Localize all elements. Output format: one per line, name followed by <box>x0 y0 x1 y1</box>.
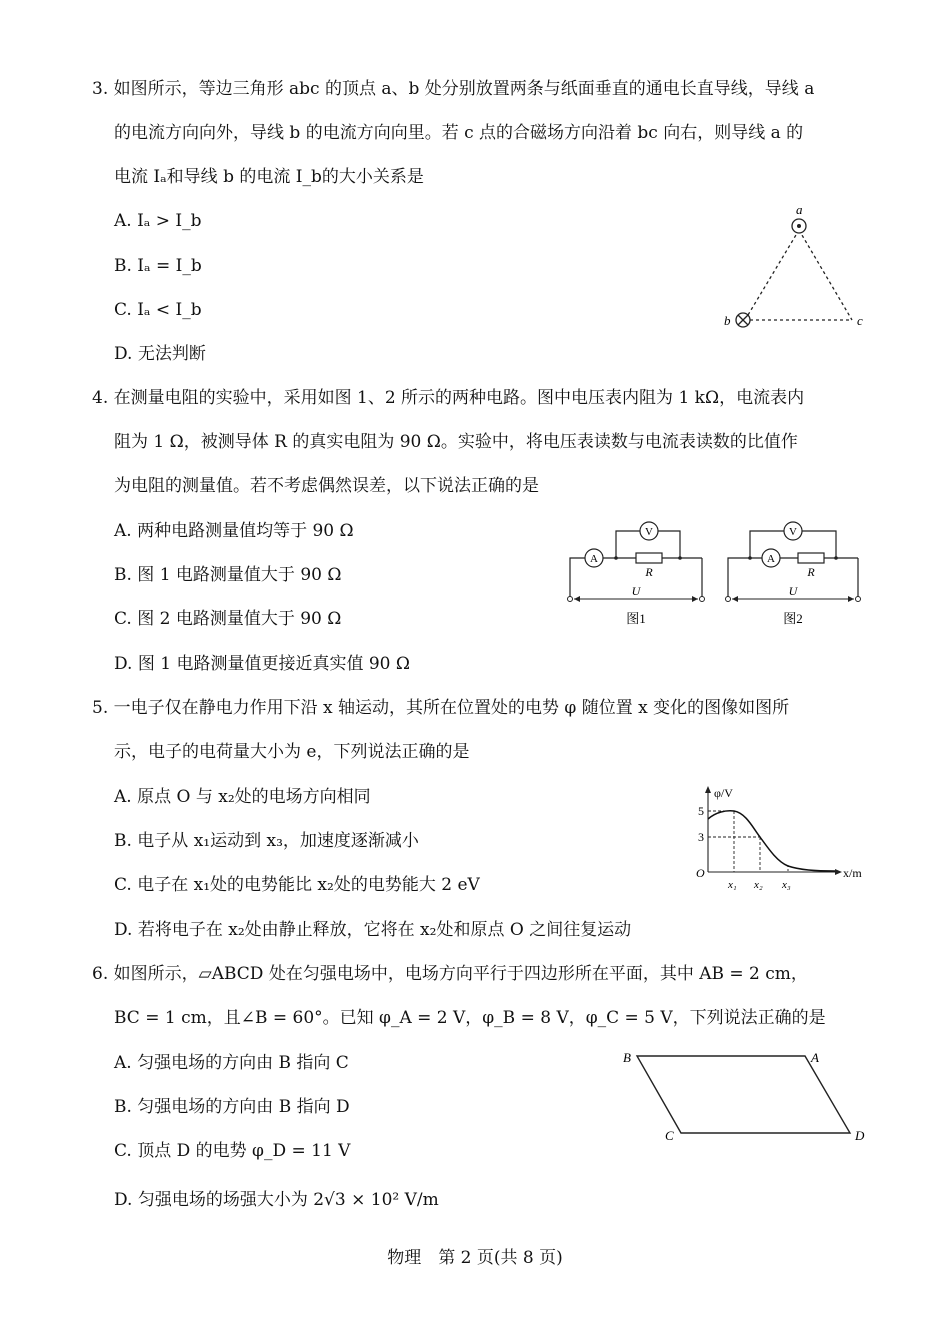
q4-option-d[interactable]: D. 图 1 电路测量值更接近真实值 90 Ω <box>114 654 410 674</box>
voltmeter-2-label: V <box>789 526 797 538</box>
q3-stem-line-2: 的电流方向向外，导线 b 的电流方向向里。若 c 点的合磁场方向沿着 bc 向右，则导线 a 的 <box>114 123 804 143</box>
y-axis-label: φ/V <box>714 786 733 800</box>
resistor-2-label: R <box>807 565 815 579</box>
q3-stem-line-1: 3. 如图所示，等边三角形 abc 的顶点 a、b 处分别放置两条与纸面垂直的通电长直导线，导线 a <box>92 79 815 99</box>
caption-fig2: 图2 <box>783 611 803 626</box>
x-tick-x2: x₂ <box>754 879 763 891</box>
origin-label: O <box>696 866 705 880</box>
q6-option-c[interactable]: C. 顶点 D 的电势 φ_D = 11 V <box>114 1141 351 1161</box>
circuit-1 <box>568 522 705 626</box>
y-tick-3: 3 <box>698 830 704 844</box>
q5-option-a[interactable]: A. 原点 O 与 x₂处的电场方向相同 <box>114 787 371 807</box>
voltage-2-label: U <box>788 584 798 598</box>
q6-option-d[interactable]: D. 匀强电场的场强大小为 2√3 × 10² V/m <box>114 1190 439 1210</box>
y-tick-5: 5 <box>698 804 704 818</box>
label-b: b <box>724 313 731 328</box>
q6-option-a[interactable]: A. 匀强电场的方向由 B 指向 C <box>114 1053 349 1073</box>
vertex-A: A <box>811 1050 819 1065</box>
q4-stem-line-1: 4. 在测量电阻的实验中，采用如图 1、2 所示的两种电路。图中电压表内阻为 1 kΩ，电流表内 <box>92 388 805 408</box>
q6-parallelogram-figure <box>615 1040 875 1150</box>
triangle-side-ab <box>745 230 799 320</box>
q5-stem-line-1: 5. 一电子仅在静电力作用下沿 x 轴运动，其所在位置处的电势 φ 随位置 x 变化的图像如图所 <box>92 698 790 718</box>
q4-circuit-figure <box>560 515 870 635</box>
x-tick-x1: x₁ <box>728 879 737 891</box>
q3-option-a[interactable]: A. Iₐ > I_b <box>114 211 202 231</box>
q6-stem-line-2: BC = 1 cm，且∠B = 60°。已知 φ_A = 2 V，φ_B = 8 V，φ_C = 5 V，下列说法正确的是 <box>114 1008 826 1028</box>
x-axis-label: x/m <box>843 866 862 880</box>
q5-potential-chart <box>690 780 870 895</box>
q5-option-c[interactable]: C. 电子在 x₁处的电势能比 x₂处的电势能大 2 eV <box>114 875 480 895</box>
resistor-2 <box>798 553 824 563</box>
q4-option-a[interactable]: A. 两种电路测量值均等于 90 Ω <box>114 521 354 541</box>
parallelogram-abcd <box>637 1056 850 1133</box>
page-footer: 物理 第 2 页(共 8 页) <box>387 1248 563 1268</box>
x-tick-x3: x₃ <box>782 879 791 891</box>
q3-stem-line-3: 电流 Iₐ和导线 b 的电流 I_b的大小关系是 <box>114 167 424 187</box>
caption-fig1: 图1 <box>626 611 646 626</box>
q3-triangle-figure <box>715 200 875 335</box>
resistor-1-label: R <box>645 565 653 579</box>
q5-stem-line-2: 示，电子的电荷量大小为 e，下列说法正确的是 <box>114 742 470 762</box>
vertex-C: C <box>665 1128 674 1143</box>
ammeter-1-label: A <box>590 553 598 565</box>
triangle-side-ac <box>799 230 852 320</box>
q4-stem-line-3: 为电阻的测量值。若不考虑偶然误差，以下说法正确的是 <box>114 476 539 496</box>
ammeter-2-label: A <box>767 553 775 565</box>
phi-curve <box>708 811 835 871</box>
label-a: a <box>796 202 803 217</box>
vertex-B: B <box>623 1050 631 1065</box>
q5-option-b[interactable]: B. 电子从 x₁运动到 x₃，加速度逐渐减小 <box>114 831 419 851</box>
voltage-1-label: U <box>631 584 641 598</box>
q3-option-d[interactable]: D. 无法判断 <box>114 344 206 364</box>
q6-stem-line-1: 6. 如图所示，▱ABCD 处在匀强电场中，电场方向平行于四边形所在平面，其中 AB = 2 cm， <box>92 964 808 984</box>
q4-option-c[interactable]: C. 图 2 电路测量值大于 90 Ω <box>114 609 342 629</box>
q4-stem-line-2: 阻为 1 Ω，被测导体 R 的真实电阻为 90 Ω。实验中，将电压表读数与电流表读数的比值作 <box>114 432 798 452</box>
q4-option-b[interactable]: B. 图 1 电路测量值大于 90 Ω <box>114 565 342 585</box>
circuit-2 <box>726 522 861 626</box>
vertex-D: D <box>855 1128 865 1143</box>
voltmeter-1-label: V <box>645 526 653 538</box>
resistor-1 <box>636 553 662 563</box>
q6-option-b[interactable]: B. 匀强电场的方向由 B 指向 D <box>114 1097 350 1117</box>
q3-option-c[interactable]: C. Iₐ < I_b <box>114 300 202 320</box>
q3-option-b[interactable]: B. Iₐ = I_b <box>114 256 202 276</box>
label-c: c <box>857 313 863 328</box>
q5-option-d[interactable]: D. 若将电子在 x₂处由静止释放，它将在 x₂处和原点 O 之间往复运动 <box>114 920 632 940</box>
